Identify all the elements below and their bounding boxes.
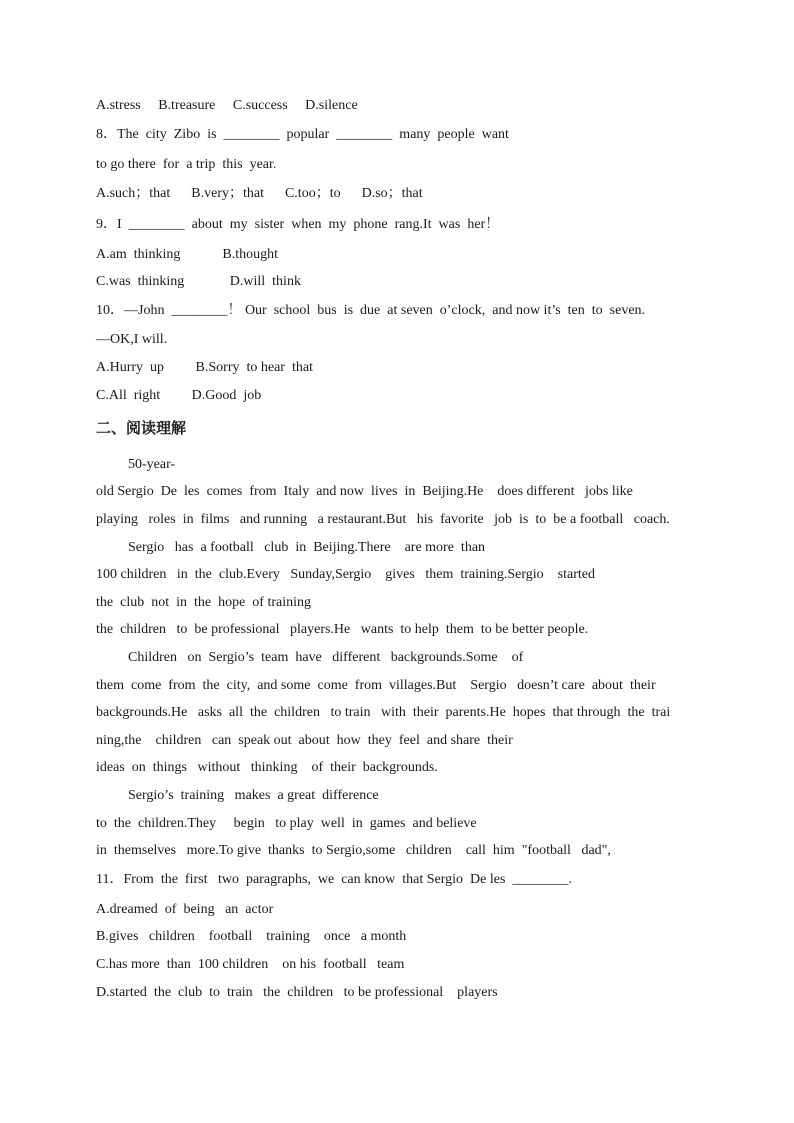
q8-stem-line1: 8．The city Zibo is ________ popular ________ many people want bbox=[96, 127, 509, 142]
q8-stem-line2: to go there for a trip this year. bbox=[96, 157, 277, 172]
passage-line: old Sergio De les comes from Italy and now lives in Beijing.He does different jobs like bbox=[96, 484, 633, 499]
passage-line: the children to be professional players.He wants to help them to be better people. bbox=[96, 622, 589, 637]
q8-options: A.such；that B.very；that C.too；to D.so；that bbox=[96, 186, 423, 201]
q10-options-line1: A.Hurry up B.Sorry to hear that bbox=[96, 360, 313, 375]
passage-line: backgrounds.He asks all the children to train with their parents.He hopes that through the trai bbox=[96, 705, 671, 720]
passage-line: Children on Sergio’s team have different backgrounds.Some of bbox=[128, 650, 524, 665]
passage-line: in themselves more.To give thanks to Sergio,some children call him "football dad", bbox=[96, 843, 611, 858]
passage-line: ning,the children can speak out about how they feel and share their bbox=[96, 733, 513, 748]
q9-stem: 9．I ________ about my sister when my phone rang.It was her！ bbox=[96, 217, 500, 232]
q10-options-line2: C.All right D.Good job bbox=[96, 388, 262, 403]
passage-line: Sergio has a football club in Beijing.There are more than bbox=[128, 540, 486, 555]
q9-options-line1: A.am thinking B.thought bbox=[96, 247, 278, 262]
passage-line: playing roles in films and running a restaurant.But his favorite job is to be a football coach. bbox=[96, 512, 670, 527]
q11-option-a: A.dreamed of being an actor bbox=[96, 902, 274, 917]
passage-line: ideas on things without thinking of their backgrounds. bbox=[96, 760, 438, 775]
q11-option-b: B.gives children football training once a month bbox=[96, 929, 407, 944]
q9-options-line2: C.was thinking D.will think bbox=[96, 274, 301, 289]
q11-option-c: C.has more than 100 children on his football team bbox=[96, 957, 405, 972]
passage-line: them come from the city, and some come from villages.But Sergio doesn’t care about their bbox=[96, 678, 656, 693]
q10-stem: 10．—John ________！ Our school bus is due at seven o’clock, and now it’s ten to seven. bbox=[96, 303, 646, 318]
q11-option-d: D.started the club to train the children to be professional players bbox=[96, 985, 498, 1000]
passage-line: the club not in the hope of training bbox=[96, 595, 312, 610]
passage-line: 100 children in the club.Every Sunday,Sergio gives them training.Sergio started bbox=[96, 567, 595, 582]
section-heading: 二、阅读理解 bbox=[96, 419, 187, 437]
passage-line: Sergio’s training makes a great difference bbox=[128, 788, 379, 803]
passage-line: 50-year- bbox=[128, 457, 176, 472]
passage-line: to the children.They begin to play well in games and believe bbox=[96, 816, 477, 831]
q7-options: A.stress B.treasure C.success D.silence bbox=[96, 98, 358, 113]
q10-reply: —OK,I will. bbox=[96, 332, 168, 347]
q11-stem: 11．From the first two paragraphs, we can know that Sergio De les ________. bbox=[96, 872, 572, 887]
